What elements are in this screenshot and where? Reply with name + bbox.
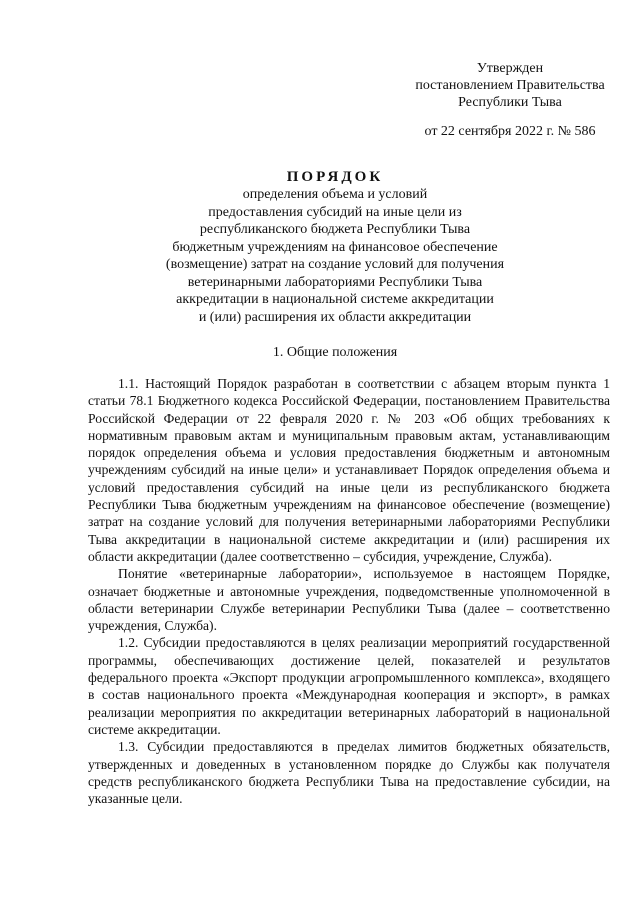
body-text — [88, 375, 610, 807]
subtitle-line: предоставления субсидий на иные цели из — [208, 204, 462, 220]
section-heading: 1. Общие положения — [272, 345, 398, 360]
approval-date: от 22 сентября 2022 г. № 586 — [424, 124, 596, 139]
subtitle-line: аккредитации в национальной системе аккредитации — [176, 292, 494, 307]
paragraph-definition: Понятие «ветеринарные лаборатории», используемое в настоящем Порядке, означает бюджетные и автономные учреждения, подведомственные уполномоченной в области ветеринарии Службе ветеринарии Республики Тыва (далее – соответственно учреждения, Служба). — [88, 566, 610, 634]
document-subtitle — [80, 186, 590, 326]
subtitle-line: определения объема и условий — [242, 187, 428, 202]
document-title: ПОРЯДОК — [286, 169, 384, 185]
subtitle-line: ветеринарными лабораториями Республики Тыва — [187, 274, 483, 290]
subtitle-line: бюджетным учреждениям на финансовое обеспечение — [172, 239, 498, 255]
title-block — [80, 168, 590, 326]
subtitle-line: и (или) расширения их области аккредитации — [198, 309, 472, 325]
paragraph-1-2: 1.2. Субсидии предоставляются в целях реализации мероприятий государственной программы, обеспечивающих достижение целей, показателей и результатов федерального проекта «Экспорт продукции агропромышленного комплекса», входящего в состав национального проекта «Международная кооперация и экспорт», в рамках реализации мероприятия по аккредитации ветеринарных лабораторий в национальной системе аккредитации. — [88, 635, 610, 737]
approval-line-3: Республики Тыва — [458, 95, 562, 110]
approval-stamp — [390, 60, 630, 140]
approval-line-1: Утвержден — [476, 61, 544, 76]
subtitle-line: (возмещение) затрат на создание условий для получения — [165, 257, 505, 272]
paragraph-1-1: 1.1. Настоящий Порядок разработан в соответствии с абзацем вторым пункта 1 статьи 78.1 Бюджетного кодекса Российской Федерации, постановлением Правительства Российской Федерации от 22 февраля 2020 г. № 203 «Об общих требованиях к нормативным правовым актам и муниципальным правовым актам, устанавливающим порядок определения объема и условия предоставления бюджетным и автономным учреждениям субсидий на иные цели» и устанавливает Порядок определения объема и условий предоставления субсидий на иные цели из республиканского бюджета Республики Тыва бюджетным учреждениям на финансовое обеспечение (возмещение) затрат на создание условий для получения ветеринарными лабораториями Республики Тыва аккредитации в национальной системе аккредитации и (или) расширения их области аккредитации (далее соответственно – субсидия, учреждение, Служба). — [88, 376, 610, 564]
subtitle-line: республиканского бюджета Республики Тыва — [199, 222, 471, 237]
paragraph-1-3: 1.3. Субсидии предоставляются в пределах лимитов бюджетных обязательств, утвержденных и доведенных в установленном порядке до Службы как получателя средств республиканского бюджета Республики Тыва на предоставление субсидии, на указанные цели. — [88, 739, 610, 807]
approval-line-2: постановлением Правительства — [415, 78, 605, 93]
